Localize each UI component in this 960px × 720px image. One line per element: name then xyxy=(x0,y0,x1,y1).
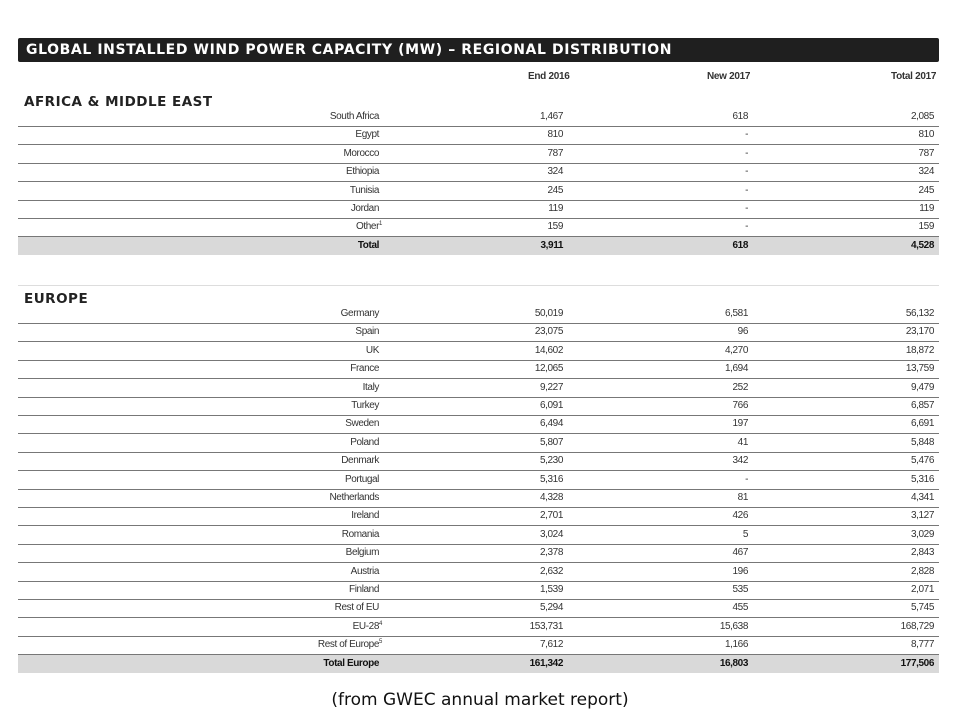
cell-end-2016: 2,701 xyxy=(539,510,563,522)
cell-new-2017: 252 xyxy=(732,381,748,393)
cell-new-2017: 4,270 xyxy=(724,344,748,356)
table-row xyxy=(18,342,939,361)
row-label: Ireland xyxy=(351,510,379,522)
cell-end-2016: 4,328 xyxy=(539,492,563,503)
cell-end-2016: 161,342 xyxy=(529,657,563,669)
row-label: Italy xyxy=(362,381,379,393)
row-label: Total Europe xyxy=(323,657,379,669)
cell-end-2016: 810 xyxy=(547,129,563,141)
cell-new-2017: 16,803 xyxy=(719,657,748,669)
cell-end-2016: 50,019 xyxy=(534,308,563,319)
cell-end-2016: 14,602 xyxy=(534,344,563,356)
row-label: Jordan xyxy=(350,203,379,214)
table-row xyxy=(18,489,939,508)
cell-total-2017: 159 xyxy=(918,221,934,233)
column-header-new-2017: New 2017 xyxy=(707,71,751,82)
cell-end-2016: 153,731 xyxy=(529,620,563,632)
cell-total-2017: 245 xyxy=(918,184,934,196)
cell-total-2017: 13,759 xyxy=(905,363,934,375)
table-row xyxy=(18,379,939,398)
cell-new-2017: 467 xyxy=(732,547,748,559)
table-row xyxy=(18,434,939,453)
cell-end-2016: 6,091 xyxy=(539,400,563,411)
cell-new-2017: 15,638 xyxy=(719,620,748,632)
cell-new-2017: 5 xyxy=(742,528,748,540)
cell-total-2017: 119 xyxy=(919,203,934,214)
cell-end-2016: 3,024 xyxy=(539,528,563,540)
table-row xyxy=(18,305,939,324)
table-row xyxy=(18,126,939,145)
row-label: Portugal xyxy=(344,473,379,485)
cell-new-2017: 618 xyxy=(732,111,748,122)
cell-end-2016: 5,230 xyxy=(539,455,563,467)
cell-end-2016: 787 xyxy=(547,147,563,159)
table-row xyxy=(18,452,939,471)
cell-total-2017: 2,828 xyxy=(910,565,934,577)
table-row xyxy=(18,526,939,545)
table-row xyxy=(18,108,939,127)
table-row xyxy=(18,581,939,600)
cell-end-2016: 324 xyxy=(547,166,563,178)
cell-total-2017: 3,127 xyxy=(910,510,934,522)
row-label: Turkey xyxy=(351,400,379,411)
row-label: South Africa xyxy=(329,111,379,122)
table-row xyxy=(18,397,939,416)
row-label: Rest of Europe xyxy=(317,639,379,651)
cell-new-2017: 196 xyxy=(732,565,748,577)
cell-total-2017: 5,316 xyxy=(910,473,934,485)
cell-end-2016: 5,294 xyxy=(539,602,563,614)
cell-total-2017: 2,843 xyxy=(910,547,934,559)
cell-total-2017: 168,729 xyxy=(900,620,934,632)
table-row xyxy=(18,182,939,201)
cell-new-2017: 455 xyxy=(732,602,748,614)
table-row xyxy=(18,507,939,526)
cell-total-2017: 177,506 xyxy=(900,657,934,669)
cell-total-2017: 5,476 xyxy=(910,455,934,467)
cell-new-2017: - xyxy=(745,184,748,196)
cell-end-2016: 7,612 xyxy=(539,639,563,651)
cell-total-2017: 6,857 xyxy=(910,400,934,411)
table-row xyxy=(18,415,939,434)
cell-total-2017: 56,132 xyxy=(905,308,934,319)
cell-end-2016: 3,911 xyxy=(540,239,563,251)
cell-total-2017: 5,848 xyxy=(910,436,934,448)
cell-new-2017: - xyxy=(745,473,748,485)
cell-new-2017: 766 xyxy=(732,400,748,411)
cell-total-2017: 23,170 xyxy=(905,326,934,338)
cell-new-2017: 1,166 xyxy=(724,639,748,651)
cell-total-2017: 810 xyxy=(918,129,934,141)
row-label: Germany xyxy=(340,308,379,319)
cell-new-2017: 618 xyxy=(732,239,748,251)
row-label: France xyxy=(350,363,379,375)
section-title: EUROPE xyxy=(24,291,89,307)
source-caption: (from GWEC annual market report) xyxy=(331,690,629,710)
cell-new-2017: 426 xyxy=(732,510,748,522)
row-label: Finland xyxy=(349,584,379,595)
cell-new-2017: - xyxy=(745,203,748,214)
cell-new-2017: - xyxy=(745,166,748,178)
cell-new-2017: 535 xyxy=(732,584,748,595)
cell-end-2016: 245 xyxy=(547,184,563,196)
table-row xyxy=(18,599,939,618)
cell-total-2017: 2,085 xyxy=(910,111,934,122)
cell-new-2017: 197 xyxy=(732,418,748,430)
row-label: Egypt xyxy=(355,129,379,141)
table-row xyxy=(18,163,939,182)
row-label: Poland xyxy=(350,436,379,448)
row-label: Morocco xyxy=(343,147,379,159)
table-row xyxy=(18,360,939,379)
footnote-marker: 5 xyxy=(379,639,382,646)
table-row xyxy=(18,323,939,342)
cell-end-2016: 6,494 xyxy=(539,418,563,430)
row-label: Rest of EU xyxy=(334,602,379,614)
cell-end-2016: 2,378 xyxy=(539,547,563,559)
cell-end-2016: 119 xyxy=(548,203,563,214)
cell-new-2017: - xyxy=(745,129,748,141)
row-label: EU-28 xyxy=(352,620,379,632)
cell-end-2016: 159 xyxy=(547,221,563,233)
table-row xyxy=(18,218,939,237)
cell-end-2016: 9,227 xyxy=(539,381,563,393)
cell-new-2017: 96 xyxy=(737,326,748,338)
footnote-marker: 1 xyxy=(379,221,382,228)
table-total-row xyxy=(18,655,939,673)
cell-end-2016: 1,539 xyxy=(539,584,563,595)
table-title: GLOBAL INSTALLED WIND POWER CAPACITY (MW) – REGIONAL DISTRIBUTION xyxy=(18,38,939,62)
cell-total-2017: 4,341 xyxy=(910,492,934,503)
cell-new-2017: 1,694 xyxy=(724,363,748,375)
cell-total-2017: 2,071 xyxy=(910,584,934,595)
cell-total-2017: 3,029 xyxy=(910,528,934,540)
table-total-row xyxy=(18,237,939,255)
column-header-end-2016: End 2016 xyxy=(528,71,570,82)
table-row xyxy=(18,563,939,582)
cell-end-2016: 12,065 xyxy=(534,363,563,375)
cell-total-2017: 18,872 xyxy=(905,344,934,356)
table-row xyxy=(18,618,939,637)
footnote-marker: 4 xyxy=(379,620,382,627)
cell-total-2017: 4,528 xyxy=(910,239,934,251)
cell-total-2017: 6,691 xyxy=(910,418,934,430)
cell-new-2017: - xyxy=(745,147,748,159)
row-label: Sweden xyxy=(345,418,379,430)
cell-total-2017: 787 xyxy=(918,147,934,159)
cell-new-2017: 6,581 xyxy=(724,308,748,319)
row-label: Romania xyxy=(341,528,379,540)
row-label: Total xyxy=(357,239,379,251)
row-label: Spain xyxy=(355,326,379,338)
cell-total-2017: 8,777 xyxy=(910,639,934,651)
table-row xyxy=(18,544,939,563)
cell-new-2017: - xyxy=(745,221,748,233)
cell-new-2017: 41 xyxy=(737,436,748,448)
section-divider xyxy=(18,285,939,286)
row-label: Denmark xyxy=(341,455,379,467)
cell-end-2016: 5,316 xyxy=(539,473,563,485)
row-label: Belgium xyxy=(345,547,379,559)
section-title: AFRICA & MIDDLE EAST xyxy=(24,94,213,110)
row-label: Netherlands xyxy=(329,492,379,503)
column-header-total-2017: Total 2017 xyxy=(891,71,937,82)
cell-end-2016: 1,467 xyxy=(539,111,563,122)
cell-new-2017: 342 xyxy=(732,455,748,467)
table-row xyxy=(18,145,939,164)
row-label: Tunisia xyxy=(349,184,379,196)
table-row xyxy=(18,636,939,655)
cell-end-2016: 23,075 xyxy=(534,326,563,338)
cell-end-2016: 2,632 xyxy=(539,565,563,577)
cell-total-2017: 324 xyxy=(918,166,934,178)
table-row xyxy=(18,200,939,219)
row-label: Ethiopia xyxy=(346,166,379,178)
cell-total-2017: 9,479 xyxy=(910,381,934,393)
row-label: Other xyxy=(355,221,379,233)
cell-end-2016: 5,807 xyxy=(539,436,563,448)
row-label: UK xyxy=(365,344,379,356)
table-row xyxy=(18,471,939,490)
cell-new-2017: 81 xyxy=(737,492,748,503)
cell-total-2017: 5,745 xyxy=(910,602,934,614)
row-label: Austria xyxy=(350,565,379,577)
